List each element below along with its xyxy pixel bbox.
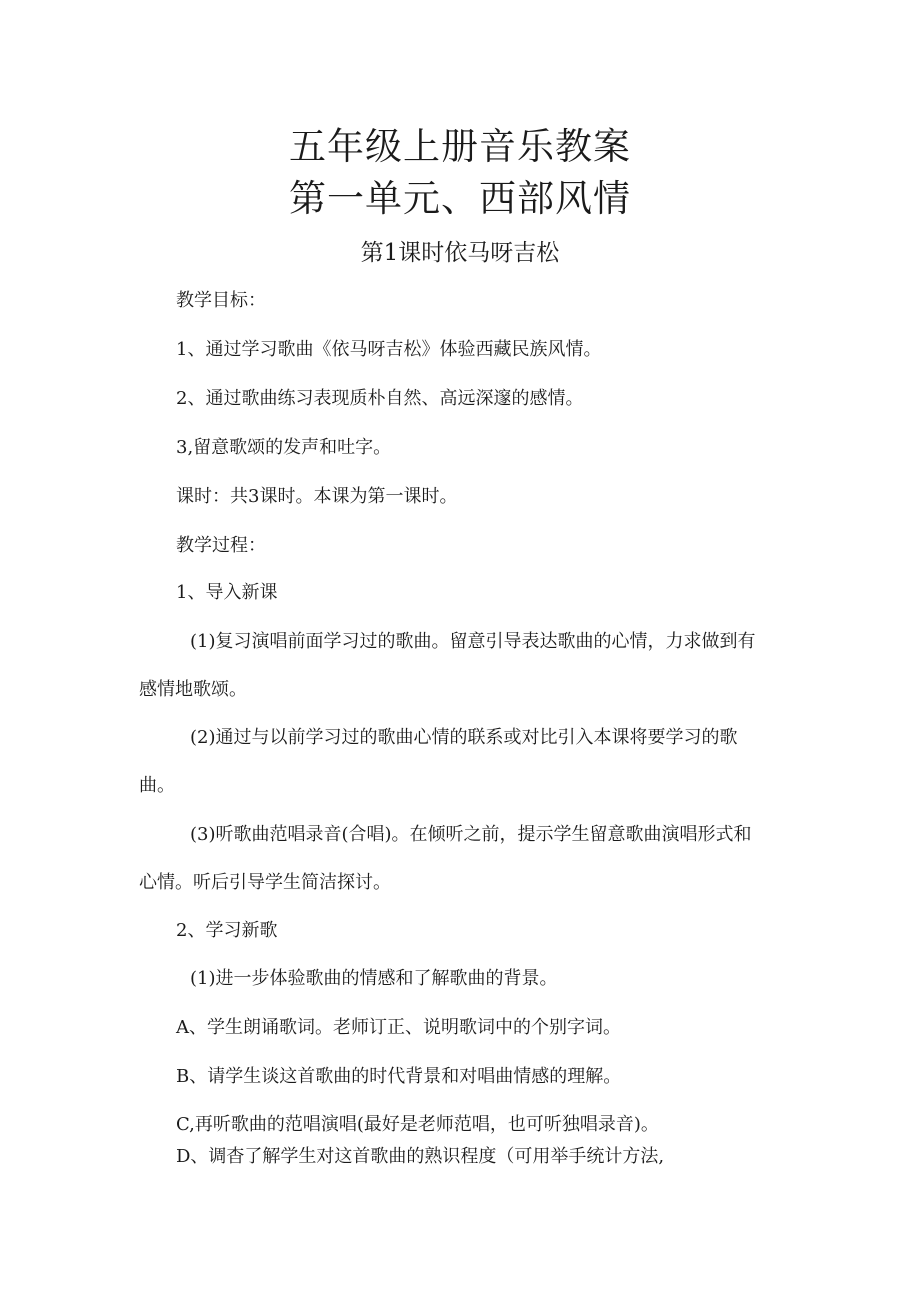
objective-1: 1、通过学习歌曲《依马呀吉松》体验西藏民族风情。 (176, 339, 602, 360)
step-2-item-b: B、请学生谈这首歌曲的时代背景和对唱曲情感的理解。 (176, 1066, 622, 1087)
process-heading: 教学过程： (176, 535, 266, 556)
step-2-item-c: C,再听歌曲的范唱演唱(最好是老师范唱，也可听独唱录音)。 (176, 1114, 659, 1135)
step-2-item-a: A、学生朗诵歌词。老师订正、说明歌词中的个别字词。 (176, 1017, 621, 1038)
class-hours: 课时：共3课时。本课为第一课时。 (176, 486, 458, 507)
document-title: 五年级上册音乐教案 (289, 125, 631, 168)
step-1-item-1: (1)复习演唱前面学习过的歌曲。留意引导表达歌曲的心情，力求做到有 (190, 631, 756, 652)
objective-2: 2、通过歌曲练习表现质朴自然、高远深邃的感情。 (176, 388, 584, 409)
step-1-item-3-continued: 心情。听后引导学生简洁探讨。 (139, 872, 391, 893)
step-2-item-d: D、调杳了解学生对这首歌曲的熟识程度（可用举手统计方法, (176, 1146, 665, 1167)
objective-3: 3,留意歌颂的发声和吐字。 (176, 437, 392, 458)
lesson-title: 第1课时依马呀吉松 (360, 240, 560, 266)
step-1-item-2: (2)通过与以前学习过的歌曲心情的联系或对比引入本课将要学习的歌 (190, 727, 738, 748)
step-1-item-1-continued: 感情地歌颂。 (139, 679, 247, 700)
step-1-item-2-continued: 曲。 (139, 775, 175, 796)
step-2-heading: 2、学习新歌 (176, 920, 278, 941)
step-1-item-3: (3)听歌曲范唱录音(合唱)。在倾听之前，提示学生留意歌曲演唱形式和 (190, 824, 752, 845)
step-2-item-1: (1)进一步体验歌曲的情感和了解歌曲的背景。 (190, 968, 558, 989)
objectives-heading: 教学目标： (176, 290, 266, 311)
unit-title: 第一单元、西部风情 (289, 177, 631, 220)
step-1-heading: 1、导入新课 (176, 582, 278, 603)
